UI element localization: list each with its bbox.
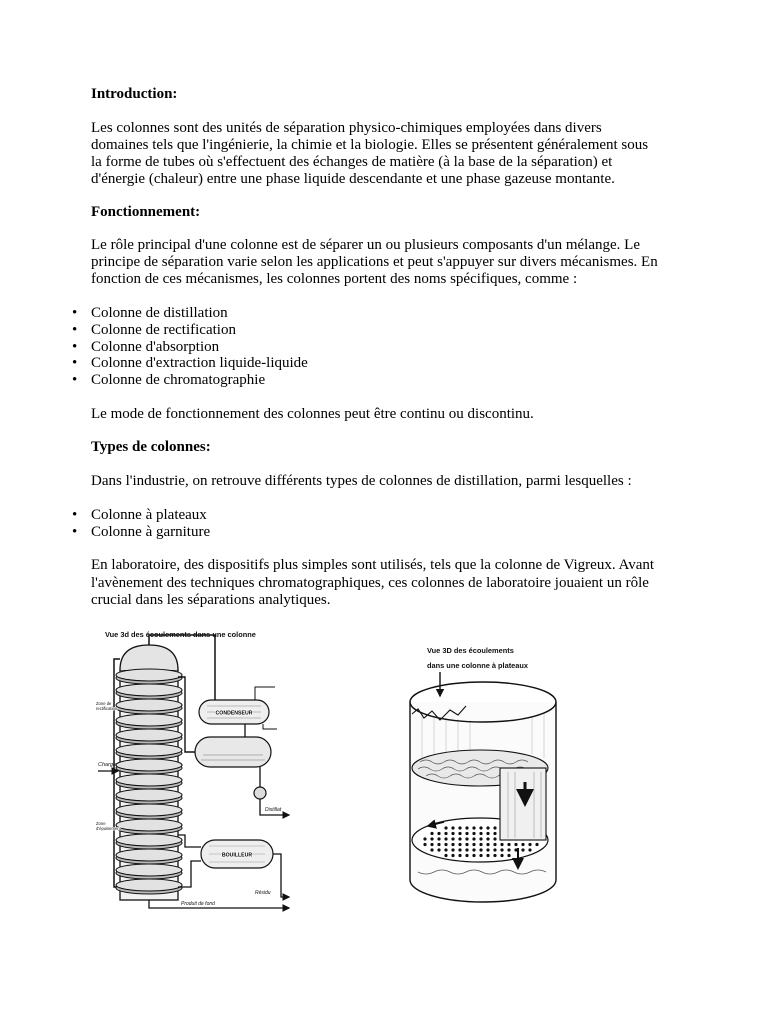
tray-hole bbox=[437, 843, 440, 846]
tray-hole bbox=[444, 848, 447, 851]
tray-hole bbox=[423, 843, 426, 846]
tray-hole bbox=[451, 854, 454, 857]
list-item-label: Colonne de distillation bbox=[91, 305, 228, 321]
list-item bbox=[72, 507, 210, 524]
tray-hole bbox=[486, 854, 489, 857]
tray-hole bbox=[451, 832, 454, 835]
tray-hole bbox=[444, 854, 447, 857]
tray-hole bbox=[458, 854, 461, 857]
tray-hole bbox=[444, 832, 447, 835]
tray-hole bbox=[430, 837, 433, 840]
heading-fonctionnement: Fonctionnement: bbox=[91, 204, 201, 220]
bullet-icon: • bbox=[72, 523, 78, 540]
bullet-icon: • bbox=[72, 372, 78, 389]
tray-hole bbox=[465, 843, 468, 846]
residue-pipe bbox=[273, 854, 289, 897]
tray-hole bbox=[507, 843, 510, 846]
tray-hole bbox=[472, 826, 475, 829]
residue-label: Résidu bbox=[255, 890, 271, 896]
heading-types: Types de colonnes: bbox=[91, 439, 211, 455]
tray-hole bbox=[451, 848, 454, 851]
feed-label: Charge bbox=[98, 762, 117, 768]
paragraph-types-intro: Dans l'industrie, on retrouve différents types de colonnes de distillation, parmi lesquelles : bbox=[91, 473, 632, 489]
tray-hole bbox=[444, 826, 447, 829]
tray bbox=[116, 774, 182, 786]
tray-figure-caption: dans une colonne à plateaux bbox=[427, 661, 529, 670]
bullet-icon: • bbox=[72, 507, 78, 523]
downcomer bbox=[500, 768, 546, 840]
tray-hole bbox=[486, 848, 489, 851]
tray-hole bbox=[472, 854, 475, 857]
stripping-zone-label: d'épuisement bbox=[96, 826, 121, 831]
bullet-icon: • bbox=[72, 338, 78, 355]
text-line: crucial dans les séparations analytiques. bbox=[91, 592, 331, 608]
pump-icon bbox=[254, 787, 266, 799]
tray bbox=[116, 879, 182, 891]
list-item bbox=[72, 524, 210, 541]
tray bbox=[116, 834, 182, 846]
tray-hole bbox=[430, 843, 433, 846]
list-item bbox=[72, 322, 308, 339]
tray-hole bbox=[465, 826, 468, 829]
text-line: Le rôle principal d'une colonne est de séparer un ou plusieurs composants d'un mélange. Le bbox=[91, 237, 640, 253]
text-line: domaines tels que l'ingénierie, la chimie et la biologie. Elles se présentent généralement sous bbox=[91, 137, 649, 153]
tray-hole bbox=[486, 826, 489, 829]
text-line: d'énergie (chaleur) entre une phase liquide descendante et une phase gazeuse montante. bbox=[91, 171, 615, 187]
tray-hole bbox=[451, 837, 454, 840]
tray-hole bbox=[451, 843, 454, 846]
tray-figure-caption: Vue 3D des écoulements bbox=[427, 646, 514, 655]
tray-hole bbox=[493, 843, 496, 846]
tray bbox=[116, 804, 182, 816]
bullet-icon: • bbox=[72, 355, 78, 372]
tray bbox=[116, 759, 182, 771]
tray-hole bbox=[521, 848, 524, 851]
tray-hole bbox=[514, 843, 517, 846]
column-types-list bbox=[72, 305, 308, 389]
tray-hole bbox=[472, 837, 475, 840]
tray-column-diagram bbox=[400, 640, 570, 915]
text-line: principe de séparation varie selon les applications et peut s'appuyer sur divers mécanismes. En bbox=[91, 254, 658, 270]
reflux-drum bbox=[195, 737, 271, 767]
list-item-label: Colonne de rectification bbox=[91, 321, 236, 338]
tray-hole bbox=[465, 837, 468, 840]
list-item-label: Colonne d'absorption bbox=[91, 338, 220, 355]
reboiler-label: BOUILLEUR bbox=[221, 852, 253, 859]
tray-hole bbox=[486, 843, 489, 846]
tray bbox=[116, 864, 182, 876]
text-line: fonction de ces mécanismes, les colonnes portent des noms spécifiques, comme : bbox=[91, 271, 578, 287]
tray-hole bbox=[500, 854, 503, 857]
distillate-label: Distillat bbox=[265, 807, 282, 813]
bullet-icon: • bbox=[72, 321, 78, 338]
tray-hole bbox=[465, 848, 468, 851]
column-flow-diagram bbox=[95, 625, 295, 915]
tray-hole bbox=[472, 848, 475, 851]
tray-hole bbox=[493, 854, 496, 857]
paragraph-mode: Le mode de fonctionnement des colonnes peut être continu ou discontinu. bbox=[91, 406, 534, 422]
tray-hole bbox=[521, 843, 524, 846]
list-item-label: Colonne de chromatographie bbox=[91, 372, 266, 389]
tray-hole bbox=[500, 848, 503, 851]
tray-hole bbox=[458, 826, 461, 829]
tray-hole bbox=[437, 837, 440, 840]
paragraph-laboratoire bbox=[91, 557, 654, 610]
condenser bbox=[199, 687, 277, 729]
text-line: l'avènement des techniques chromatographiques, ces colonnes de laboratoire jouaient un rôle bbox=[91, 574, 649, 591]
tray-hole bbox=[486, 832, 489, 835]
tray-hole bbox=[479, 854, 482, 857]
condenser-label: CONDENSEUR bbox=[215, 710, 253, 717]
bottom-product-label: Produit de fond bbox=[181, 901, 215, 907]
distillation-column bbox=[116, 645, 182, 900]
tray-stack bbox=[116, 669, 182, 894]
list-item bbox=[72, 339, 308, 356]
tray-hole bbox=[486, 837, 489, 840]
tray bbox=[116, 699, 182, 711]
tray-hole bbox=[472, 843, 475, 846]
text-line: Les colonnes sont des unités de séparation physico-chimiques employées dans divers bbox=[91, 120, 602, 136]
tray-hole bbox=[430, 832, 433, 835]
tray bbox=[116, 789, 182, 801]
tray-hole bbox=[430, 848, 433, 851]
tray-hole bbox=[437, 832, 440, 835]
list-item-label: Colonne d'extraction liquide-liquide bbox=[91, 355, 308, 372]
list-item bbox=[72, 305, 308, 322]
tray-hole bbox=[479, 832, 482, 835]
tray-hole bbox=[493, 848, 496, 851]
tray-hole bbox=[535, 843, 538, 846]
tray-hole bbox=[437, 848, 440, 851]
tray-hole bbox=[458, 837, 461, 840]
column-figure-caption: Vue 3d des écoulements dans une colonne bbox=[105, 630, 256, 639]
reboiler bbox=[178, 835, 273, 887]
stripping-zone-label: Zone bbox=[96, 821, 106, 826]
tray-hole bbox=[458, 843, 461, 846]
tray bbox=[116, 714, 182, 726]
heading-introduction: Introduction: bbox=[91, 86, 178, 102]
rectification-zone-label: rectification bbox=[96, 706, 118, 711]
tray-hole bbox=[444, 837, 447, 840]
tray-hole bbox=[500, 843, 503, 846]
tray bbox=[116, 669, 182, 681]
tray-hole bbox=[507, 854, 510, 857]
distillation-types-list bbox=[72, 507, 210, 541]
tray-hole bbox=[423, 837, 426, 840]
tray bbox=[116, 744, 182, 756]
tray-hole bbox=[479, 826, 482, 829]
list-item bbox=[72, 355, 308, 372]
list-item bbox=[72, 372, 308, 389]
tray-hole bbox=[465, 832, 468, 835]
paragraph-fonctionnement bbox=[91, 237, 658, 288]
tray-hole bbox=[458, 848, 461, 851]
list-item-label: Colonne à plateaux bbox=[91, 507, 207, 523]
tray-hole bbox=[451, 826, 454, 829]
tray-hole bbox=[493, 837, 496, 840]
rectification-zone-label: Zone de bbox=[96, 701, 112, 706]
tray-hole bbox=[444, 843, 447, 846]
tray bbox=[116, 729, 182, 741]
bullet-icon: • bbox=[72, 305, 78, 321]
tray-hole bbox=[479, 843, 482, 846]
tray-hole bbox=[528, 848, 531, 851]
tray bbox=[116, 849, 182, 861]
tray-hole bbox=[493, 826, 496, 829]
paragraph-introduction bbox=[91, 120, 648, 188]
list-item-label: Colonne à garniture bbox=[91, 523, 211, 540]
tray-hole bbox=[493, 832, 496, 835]
tray bbox=[116, 819, 182, 831]
tray-hole bbox=[479, 837, 482, 840]
tray-hole bbox=[528, 843, 531, 846]
tray-hole bbox=[458, 832, 461, 835]
tray-hole bbox=[465, 854, 468, 857]
tray-hole bbox=[479, 848, 482, 851]
column-dome bbox=[120, 645, 178, 670]
tray-hole bbox=[507, 848, 510, 851]
tray bbox=[116, 684, 182, 696]
bottom-product-pipe bbox=[149, 900, 289, 908]
text-line: la forme de tubes où s'effectuent des échanges de matière (à la base de la séparation) et bbox=[91, 154, 613, 170]
text-line: En laboratoire, des dispositifs plus simples sont utilisés, tels que la colonne de Vigreux. Avant bbox=[91, 557, 655, 573]
tray-hole bbox=[472, 832, 475, 835]
